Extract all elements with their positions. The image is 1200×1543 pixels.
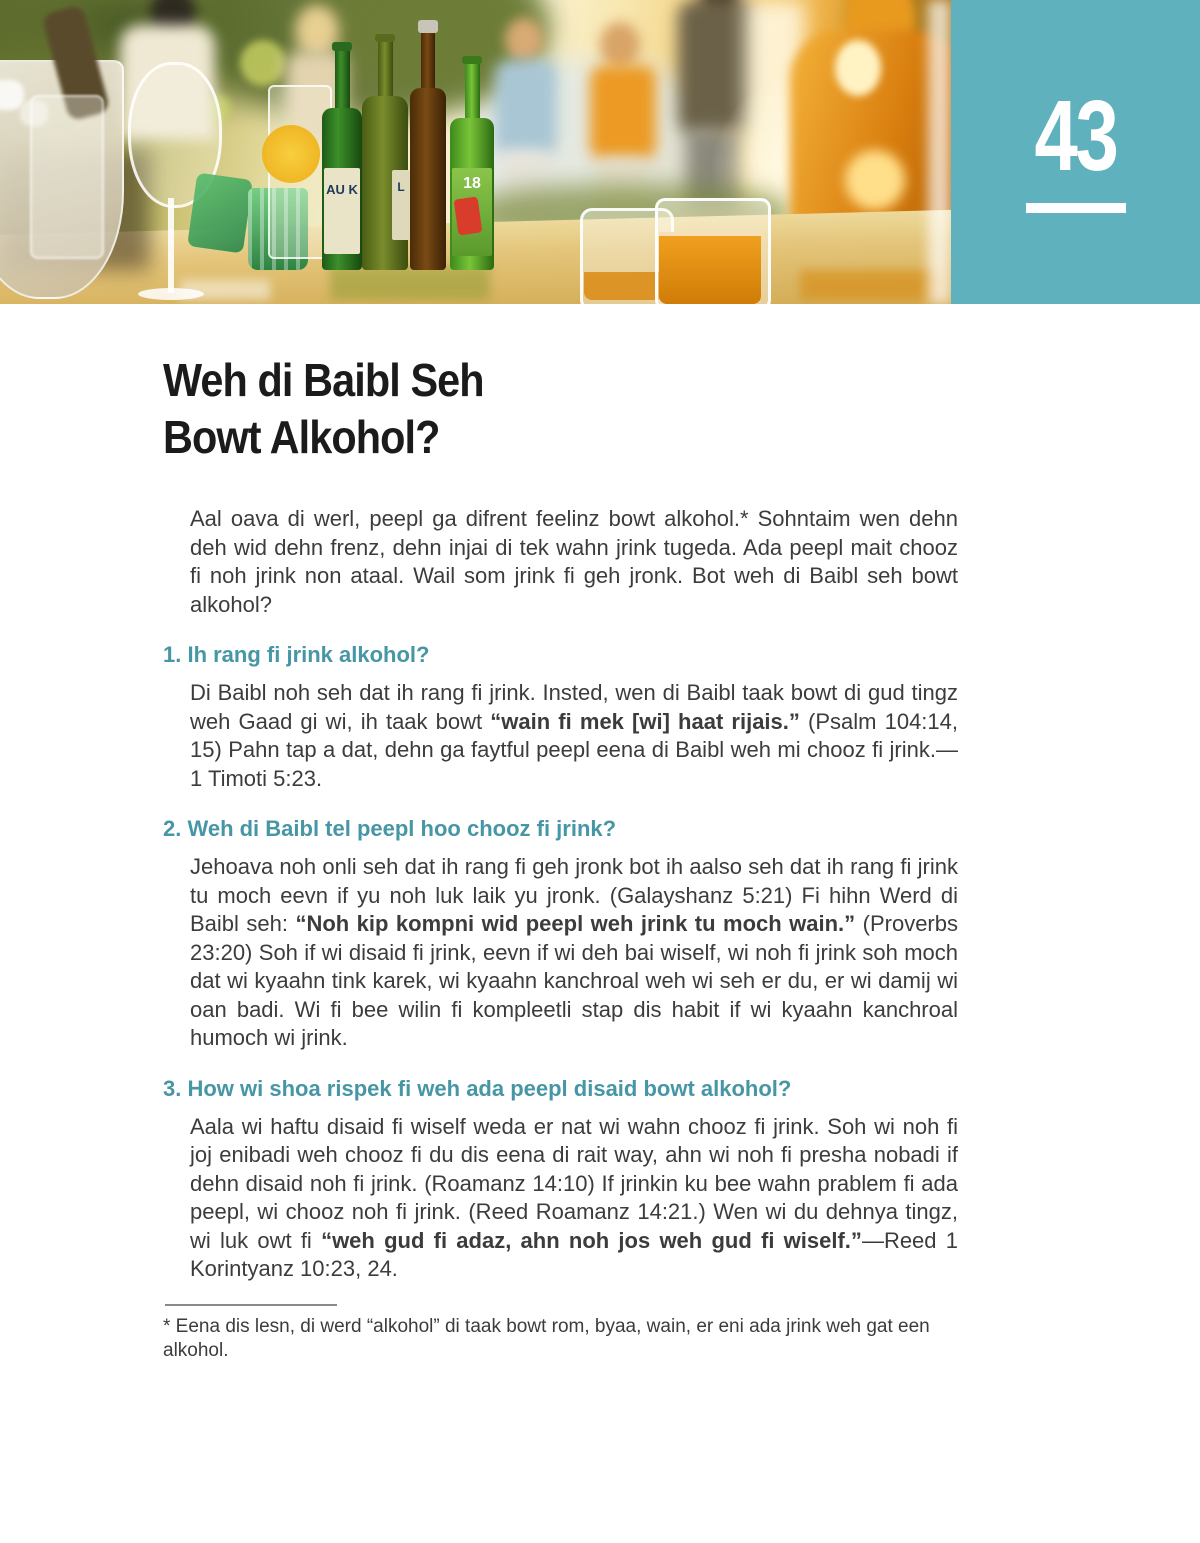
wine-glass-stem: [168, 198, 174, 293]
section-3: [163, 1076, 958, 1284]
beer-bottle-olive: [378, 40, 393, 102]
glass: [30, 95, 104, 259]
header-photo: [0, 0, 951, 304]
lesson-number-underline: [1026, 203, 1126, 213]
beer-bottle-label: 18: [452, 168, 492, 256]
person-silhouette: [505, 18, 543, 62]
table-reflection: [800, 270, 940, 300]
beer-bottle-bright-green: [462, 56, 482, 64]
section-1-heading: 1. Ih rang fi jrink alkohol?: [163, 642, 430, 667]
footnote: * Eena dis lesn, di werd “alkohol” di taak bowt rom, byaa, wain, er eni ada jrink weh gat een alkohol.: [163, 1315, 930, 1361]
table-reflection: [330, 266, 490, 300]
beer-in-glass: [659, 232, 761, 304]
section-1: [163, 642, 958, 793]
header: [0, 0, 1200, 304]
beer-bottle-label: L: [392, 170, 410, 240]
section-2: [163, 816, 958, 1053]
beer-bottle-green: [332, 42, 352, 51]
title-line-1: Weh di Baibl Seh: [163, 354, 484, 406]
beer-bottle-bright-green: [465, 62, 480, 122]
lesson-title: [163, 352, 879, 466]
person-silhouette: [590, 65, 656, 160]
amber-bottle-highlight: [835, 40, 881, 96]
green-tumbler: [187, 172, 253, 253]
footnote-divider: [165, 1304, 337, 1306]
lesson-number: 43: [1034, 80, 1117, 192]
citrus-slice: [262, 125, 320, 183]
lesson-content: [163, 304, 958, 1363]
beer-bottle-label: AU K: [324, 168, 360, 254]
section-3-heading: 3. How wi shoa rispek fi weh ada peepl disaid bowt alkohol?: [163, 1075, 792, 1101]
lesson-number-box: [951, 0, 1200, 304]
beer-bottle-brown: [410, 88, 446, 270]
beer-bottle-olive: [375, 34, 395, 42]
wine-glass-foot: [138, 288, 204, 300]
amber-bottle-highlight: [845, 150, 905, 210]
label-red-badge: [454, 197, 483, 236]
beer-in-glass: [584, 272, 664, 300]
title-line-2: Bowt Alkohol?: [163, 411, 440, 463]
section-2-paragraph: Jehoava noh onli seh dat ih rang fi geh jronk bot ih aalso seh dat ih rang fi jrink tu moch eevn if yu noh luk laik yu jronk. (Galayshanz 5:21) Fi hihn Werd di Baibl seh: “Noh kip kompni wid peepl weh jrink tu moch wain.” (Proverbs 23:20) Soh if wi disaid fi jrink, eevn if wi deh bai wiself, wi noh fi jrink soh moch dat wi kyaahn tink karek, wi kyaahn kanchroal weh wi seh er du, er wi damij wi oan badi. Wi fi bee wilin fi kompleetli stap dis habit if wi kyaahn kanchroal humoch wi jrink.: [190, 854, 958, 1050]
photo-edge-glow: [928, 0, 951, 304]
person-silhouette: [495, 60, 557, 155]
person-silhouette: [600, 22, 640, 68]
intro-paragraph: Aal oava di werl, peepl ga difrent feelinz bowt alkohol.* Sohntaim wen dehn deh wid dehn frenz, dehn injai di tek wahn jrink tugeda. Ada peepl mait chooz fi noh jrink non ataal. Wail som jrink fi geh jronk. Bot weh di Baibl seh bowt alkohol?: [190, 506, 958, 617]
beer-bottle-brown: [421, 30, 435, 92]
section-2-heading: 2. Weh di Baibl tel peepl hoo chooz fi jrink?: [163, 816, 617, 841]
section-3-paragraph: Aala wi haftu disaid fi wiself weda er nat wi wahn chooz fi jrink. Soh wi noh fi joj enibadi weh chooz fi du dis eena di rait way, ahn wi noh fi presha nobadi if dehn disaid noh fi jrink. (Roamanz 14:10) If jrinkin ku bee wahn prablem fi ada peepl, wi chooz noh fi jrink. (Reed Roamanz 14:21.) Wen wi du dehnya tingz, wi luk owt fi “weh gud fi adaz, ahn noh jos weh gud fi wiself.”—Reed 1 Korintyanz 10:23, 24.: [190, 1113, 958, 1281]
bokeh: [240, 40, 286, 86]
swing-top-cap: [418, 20, 438, 33]
section-1-paragraph: Di Baibl noh seh dat ih rang fi jrink. Insted, wen di Baibl taak bowt di gud tingz weh Gaad gi wi, ih taak bowt “wain fi mek [wi] haat rijais.” (Psalm 104:14, 15) Pahn tap a dat, dehn ga faytful peepl eena di Baibl weh mi chooz fi jrink.—1 Timoti 5:23.: [190, 680, 958, 791]
